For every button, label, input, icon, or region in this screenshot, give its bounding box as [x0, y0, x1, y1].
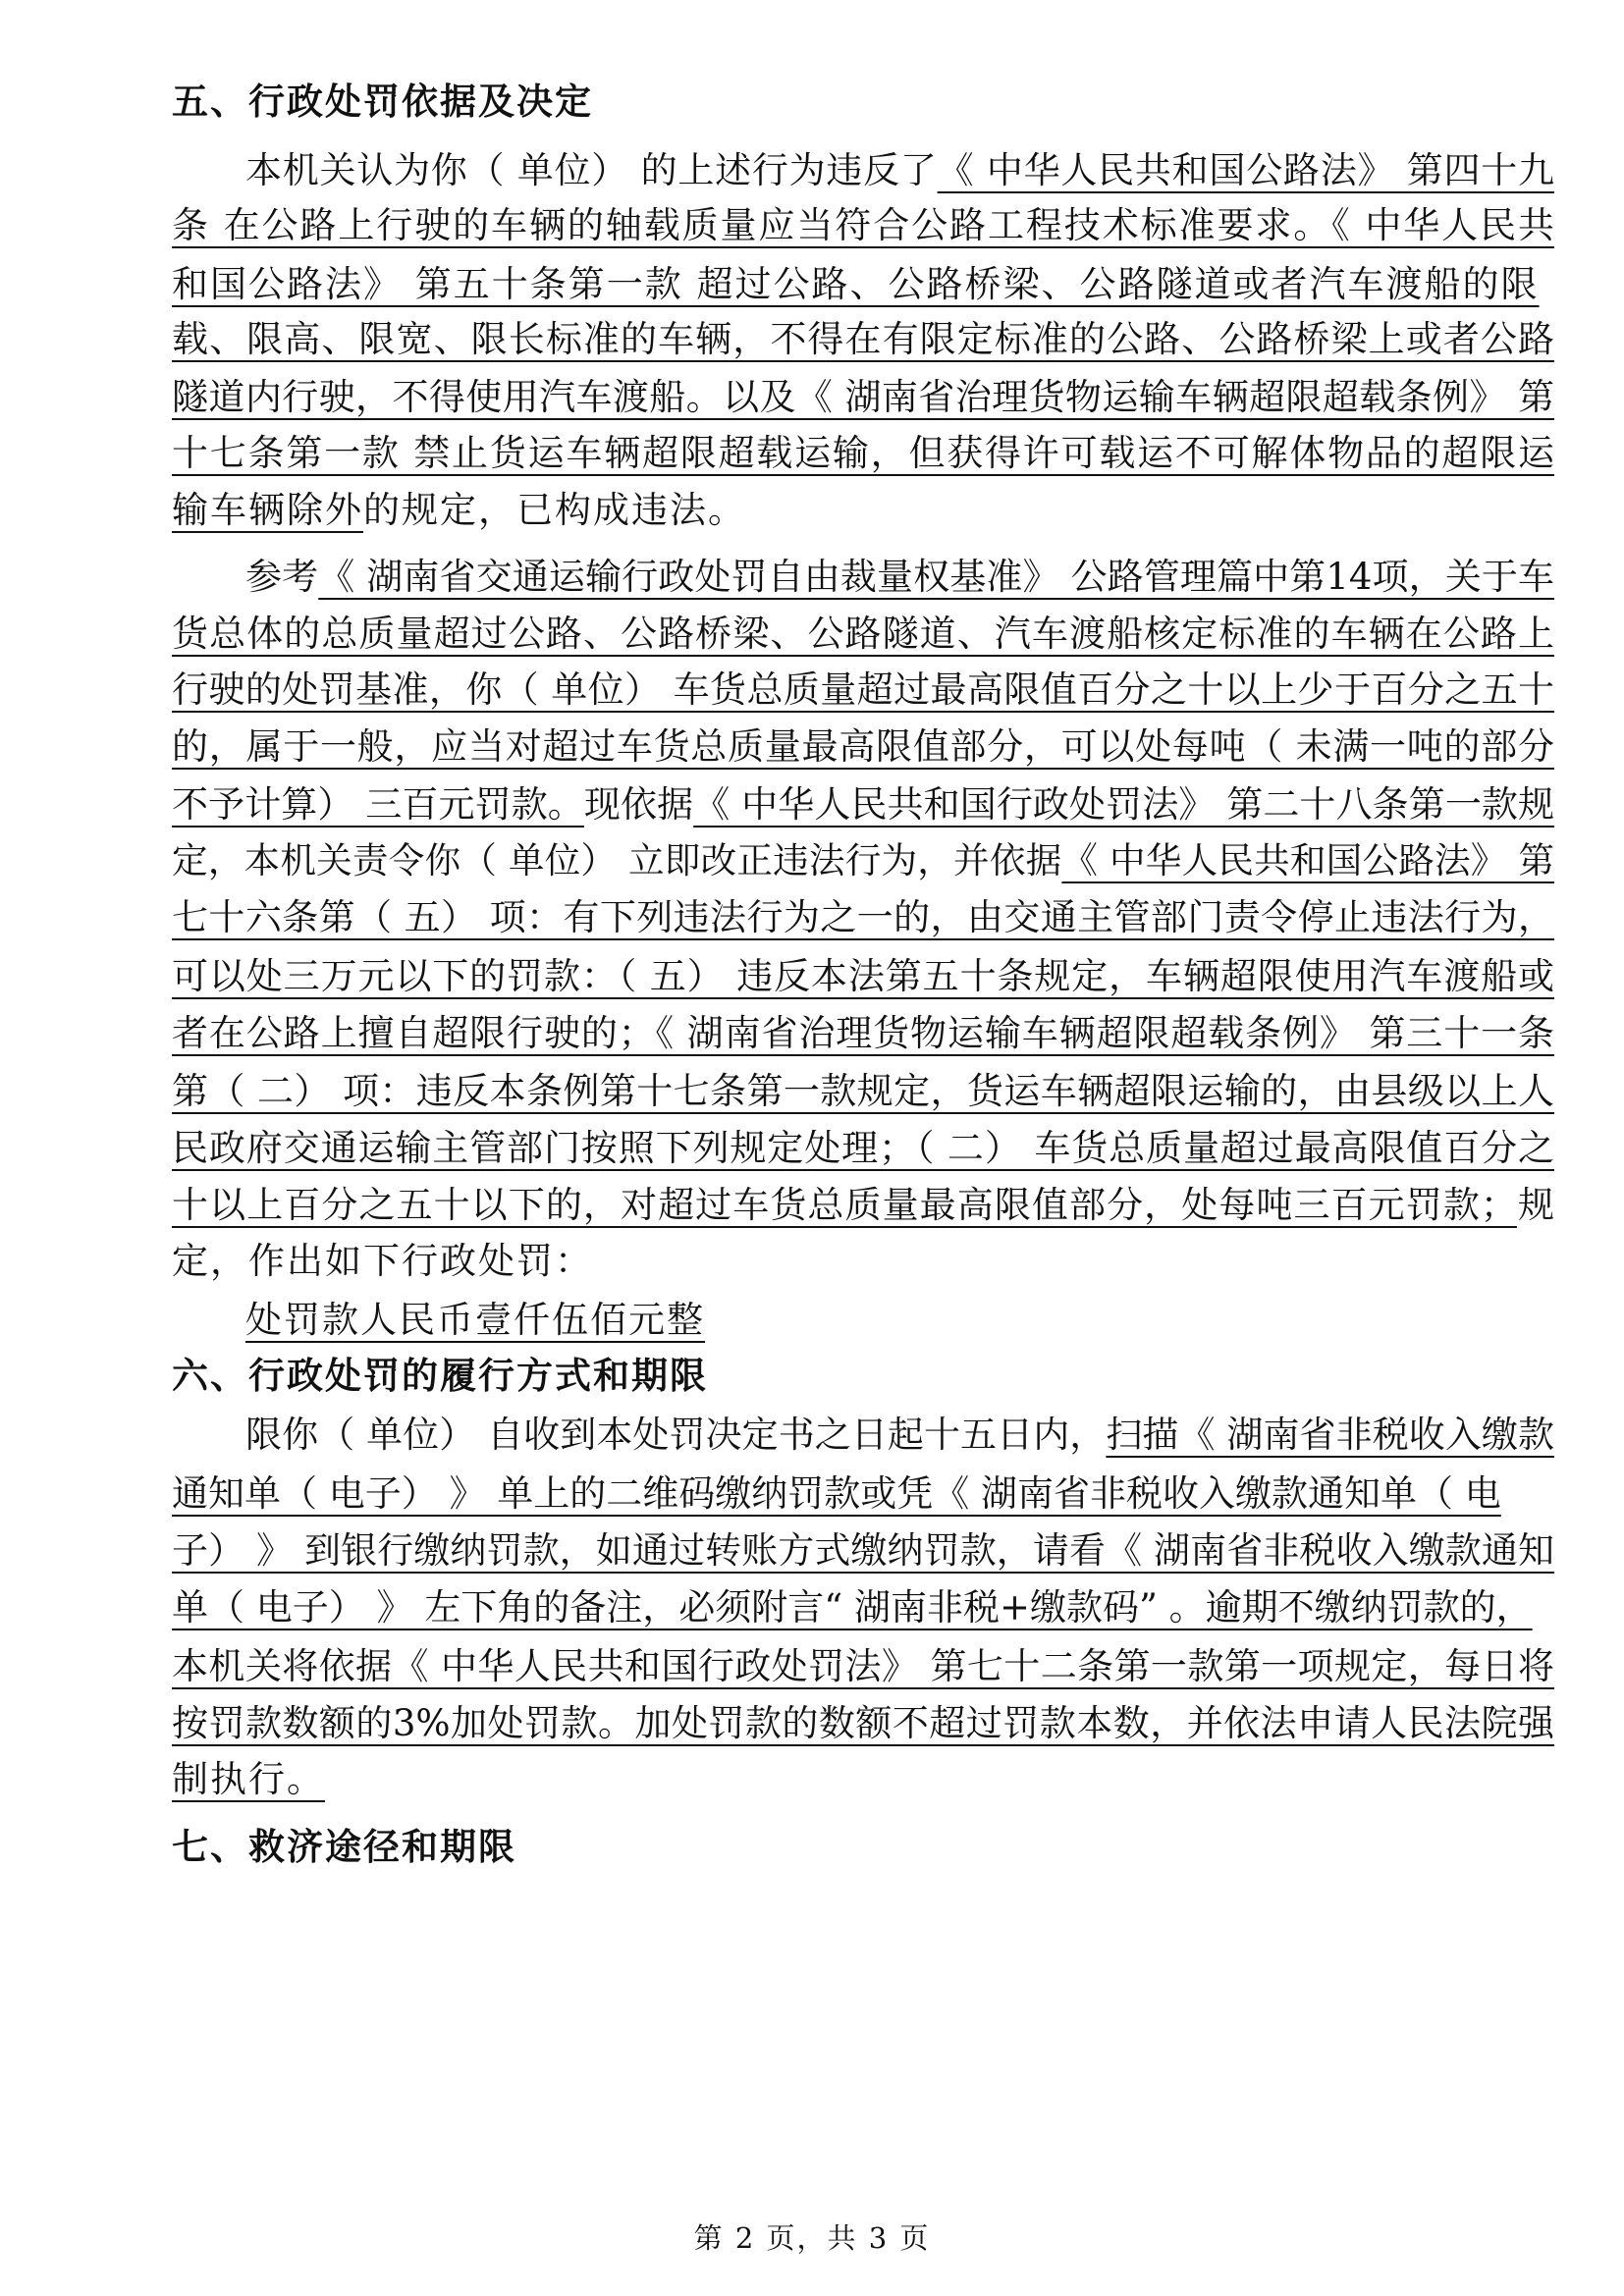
underlined-text: 《 湖南省交通运输行政处罚自由裁量权基准》 公路管理篇中第14项，关于车	[318, 556, 1554, 598]
paragraph-line	[172, 720, 1554, 774]
underlined-text: 《 中华人民共和国行政处罚法》 第二十八条第一款规	[693, 783, 1555, 826]
paragraph-line	[172, 426, 1554, 481]
paragraph-line	[172, 1006, 1554, 1061]
paragraph-line	[172, 312, 1554, 367]
paragraph-line	[245, 143, 1554, 198]
underlined-text: 可以处三万元以下的罚款：（ 五） 违反本法第五十条规定，车辆超限使用汽车渡船或	[172, 955, 1554, 997]
underlined-text: 单（ 电子） 》 左下角的备注，必须附言“ 湖南非税+缴款码” 。逾期不缴纳罚款的，	[172, 1586, 1533, 1629]
paragraph-line	[172, 1580, 1554, 1635]
text-segment: 参考	[245, 556, 319, 598]
underlined-text: 输车辆除外	[172, 489, 363, 531]
paragraph-line	[172, 483, 1554, 538]
underlined-text: 本机关将依据《 中华人民共和国行政处罚法》 第七十二条第一款第一项规定，每日将	[172, 1645, 1554, 1687]
text-segment: 六、行政处罚的履行方式和期限	[172, 1355, 708, 1397]
text-segment: 限你（ 单位） 自收到本处罚决定书之日起十五日内，	[245, 1414, 1107, 1456]
underlined-text: 按罚款数额的3%加处罚款。加处罚款的数额不超过罚款本数，并依法申请人民法院强	[172, 1702, 1554, 1744]
underlined-text: 货总体的总质量超过公路、公路桥梁、公路隧道、汽车渡船核定标准的车辆在公路上	[172, 613, 1554, 655]
text-segment: 规	[1516, 1184, 1555, 1226]
paragraph-line	[172, 1639, 1554, 1694]
paragraph-line	[172, 1752, 1554, 1807]
paragraph-line	[172, 1064, 1554, 1119]
paragraph-line	[172, 198, 1554, 253]
paragraph-line	[172, 607, 1554, 662]
text-segment: 七、救济途径和期限	[172, 1826, 516, 1868]
paragraph-line	[172, 890, 1554, 945]
paragraph-line	[172, 1234, 1554, 1289]
underlined-text: 制执行。	[172, 1758, 325, 1800]
paragraph-line	[172, 257, 1554, 312]
paragraph-line	[172, 777, 1554, 832]
section-heading	[172, 1349, 1554, 1404]
page-number-footer: 第 2 页，共 3 页	[693, 2221, 931, 2255]
underlined-text: 十七条第一款 禁止货运车辆超限超载运输，但获得许可载运不可解体物品的超限运	[172, 432, 1554, 474]
underlined-text: 处罚款人民币壹仟伍佰元整	[245, 1299, 705, 1341]
text-segment: 五、行政处罚依据及决定	[172, 80, 593, 123]
text-segment: 本机关认为你（ 单位） 的上述行为违反了	[245, 149, 938, 191]
paragraph-line	[172, 370, 1554, 425]
paragraph-line	[172, 663, 1554, 718]
underlined-text: 条 在公路上行驶的车辆的轴载质量应当符合公路工程技术标准要求。《 中华人民共	[172, 204, 1554, 246]
text-segment: 的规定，已构成违法。	[363, 489, 746, 531]
paragraph-line	[172, 949, 1554, 1004]
section-heading	[172, 1820, 1554, 1875]
underlined-text: 民政府交通运输主管部门按照下列规定处理；（ 二） 车货总质量超过最高限值百分之	[172, 1127, 1554, 1169]
underlined-text: 隧道内行驶，不得使用汽车渡船。以及《 湖南省治理货物运输车辆超限超载条例》 第	[172, 376, 1554, 418]
underlined-text: 第（ 二） 项：违反本条例第十七条第一款规定，货运车辆超限运输的，由县级以上人	[172, 1070, 1554, 1112]
underlined-text: 不予计算） 三百元罚款。	[172, 783, 584, 826]
text-segment: 现依据	[583, 783, 694, 826]
underlined-text: 十以上百分之五十以下的，对超过车货总质量最高限值部分，处每吨三百元罚款；	[172, 1184, 1517, 1226]
underlined-text: 行驶的处罚基准，你（ 单位） 车货总质量超过最高限值百分之十以上少于百分之五十	[172, 668, 1554, 711]
text-segment: 定，本机关责令你（ 单位） 立即改正违法行为，并依据	[172, 839, 1062, 881]
underlined-text: 和国公路法》 第五十条第一款 超过公路、公路桥梁、公路隧道或者汽车渡船的限	[172, 263, 1540, 305]
section-heading	[172, 75, 1554, 130]
paragraph-line	[245, 1293, 1554, 1348]
underlined-text: 七十六条第（ 五） 项：有下列违法行为之一的，由交通主管部门责令停止违法行为，	[172, 896, 1554, 938]
underlined-text: 载、限高、限宽、限长标准的车辆，不得在有限定标准的公路、公路桥梁上或者公路	[172, 318, 1554, 360]
paragraph-line	[172, 833, 1554, 888]
underlined-text: 通知单（ 电子） 》 单上的二维码缴纳罚款或凭《 湖南省非税收入缴款通知单（ 电	[172, 1472, 1501, 1515]
underlined-text: 者在公路上擅自超限行驶的；《 湖南省治理货物运输车辆超限超载条例》 第三十一条	[172, 1012, 1554, 1054]
paragraph-line	[172, 1696, 1554, 1751]
paragraph-line	[172, 1178, 1554, 1233]
paragraph-line	[245, 550, 1554, 605]
paragraph-line	[172, 1523, 1554, 1578]
paragraph-line	[245, 1408, 1554, 1463]
paragraph-line	[172, 1121, 1554, 1176]
underlined-text: 子） 》 到银行缴纳罚款，如通过转账方式缴纳罚款，请看《 湖南省非税收入缴款通知	[172, 1529, 1554, 1572]
text-segment: 定，作出如下行政处罚：	[172, 1240, 593, 1282]
underlined-text: 《 中华人民共和国公路法》 第四十九	[937, 149, 1554, 191]
underlined-text: 的，属于一般，应当对超过车货总质量最高限值部分，可以处每吨（ 未满一吨的部分	[172, 725, 1554, 768]
paragraph-line	[172, 1467, 1554, 1522]
underlined-text: 《 中华人民共和国公路法》 第	[1061, 839, 1554, 881]
underlined-text: 扫描《 湖南省非税收入缴款	[1106, 1414, 1554, 1456]
